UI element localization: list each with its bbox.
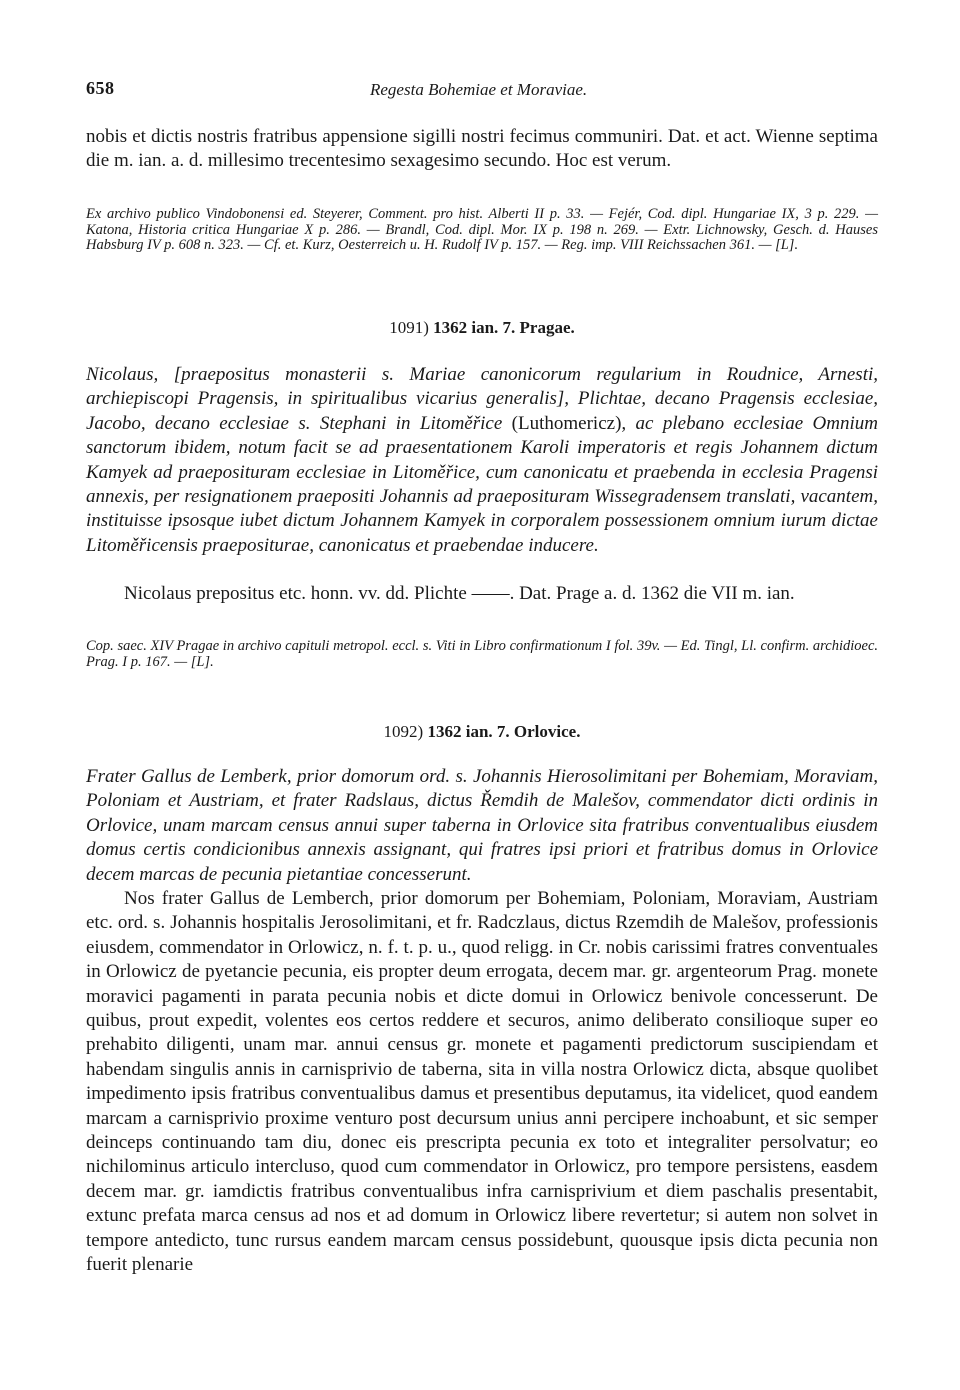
entry-date-place: 1362 ian. 7. Orlovice. (427, 722, 581, 741)
entry-1091-heading (86, 318, 878, 338)
regest-part: Nicolaus, [praepositus monasterii s. Mariae canonicorum regularium in Roudnice, Arnesti, archiepiscopi Pragensis, in spiritualibus vicarius generalis], Plichtae, decano Pragensis ecclesiae, Jacobo, decano ecclesiae s. Stephani in Litoměřice (86, 364, 878, 434)
entry-1092-heading (86, 722, 878, 742)
entry-1091-source-note: Cop. saec. XIV Pragae in archivo capituli metropol. eccl. s. Viti in Libro confirmationum I fol. 39v. — Ed. Tingl, Ll. confirm. archidioec. Prag. I p. 167. — [L]. (86, 638, 878, 670)
entry-1091-text-block (86, 582, 878, 606)
entry-1091-text: Nicolaus prepositus etc. honn. vv. dd. Plichte ——. Dat. Prage a. d. 1362 die VII m. ian. (124, 583, 795, 604)
running-head (86, 78, 878, 102)
entry-date-place: 1362 ian. 7. Pragae. (433, 318, 575, 337)
continuation-text: nobis et dictis nostris fratribus appensione sigilli nostri fecimus communiri. Dat. et act. Wienne septima die m. ian. a. d. millesimo trecentesimo sexagesimo secundo. Hoc est verum. (86, 126, 878, 172)
continuation-source-note: Ex archivo publico Vindobonensi ed. Steyerer, Comment. pro hist. Alberti II p. 33. — Fejér, Cod. dipl. Hungariae IX, 3 p. 229. — Katona, Historia critica Hungariae X p. 286. — Brandl, Cod. dipl. Mor. IX p. 198 n. 269. — Extr. Lichnowsky, Gesch. d. Hauses Habsburg IV p. 608 n. 323. — Cf. et. Kurz, Oesterreich u. H. Rudolf IV p. 157. — Reg. imp. VIII Reichssachen 361. — [L]. (86, 206, 878, 253)
entry-number: 1091) (389, 318, 429, 337)
entry-1092-regest: Frater Gallus de Lemberk, prior domorum ord. s. Johannis Hierosolimitani per Bohemiam, Moraviam, Poloniam et Austriam, et frater Radslaus, dictus Řemdih de Malešov, commendator dicti ordinis in Orlovice, unam marcam census annui super taberna in Orlovice sita fratribus conventualibus eiusdem domus certis condicionibus annexis assignant, qui fratres ipsi priori et fratribus domus in Orlovice decem marcas de pecunia pietantiae concesserunt. (86, 766, 878, 885)
entry-1091-regest-block (86, 363, 878, 558)
entry-1091-source-note-block (86, 639, 878, 670)
continuation-source-note-block (86, 207, 878, 254)
continuation-text-block (86, 125, 878, 174)
regest-upright-part: (Luthomericz) (511, 412, 622, 434)
regest-part: , ac plebano ecclesiae Omnium sanctorum ibidem, notum facit se ad praesentationem Karoli imperatoris et regis Johannem dictum Kamyek ad praeposituram ecclesiae in Litoměřice, cum canonicatu et praebenda in ecclesia Pragensi annexis, per resignationem praepositi Johannis ad praeposituram Wissegradensem translati, vacantem, instituisse ipsosque iubet dictum Johannem Kamyek in corporalem possessionem omnium iurum dictae Litoměřicensis praepositurae, canonicatus et praebendae inducere. (86, 412, 878, 556)
entry-1092-text-block (86, 887, 878, 1278)
page-number: 658 (86, 78, 115, 98)
running-title: Regesta Bohemiae et Moraviae. (370, 80, 588, 99)
entry-1092-regest-block (86, 765, 878, 887)
entry-number: 1092) (383, 722, 424, 741)
entry-1092-text: Nos frater Gallus de Lemberch, prior domorum per Bohemiam, Poloniam, Moraviam, Austriam etc. ord. s. Johannis hospitalis Jerosolimitani, et fr. Radczlaus, dictus Rzemdih de Malešov, professionis eiusdem, commendator in Orlowicz, n. f. t. p. u., quod religg. in Cr. nobis carissimi fratres conventuales in Orlowicz de pyetancie pecunia, eis propter deum errogata, decem mar. gr. argenteorum Prag. monete moravici pagamenti in parata pecunia nobis et dicte domui in Orlowicz benivole concesserunt. De quibus, prout expedit, volentes eos certos reddere et securos, animo deliberato consilioque super eo prehabito diligenti, unam mar. annui census gr. monete et pagamenti predictorum suscipiendam et habendam singulis annis in carnisprivio de taberna, sita in villa nostra Orlowicz dicta, absque quolibet impedimento ipsis fratribus conventualibus damus et presentibus deputamus, ita videlicet, quod eandem marcam a carnisprivio proxime venturo post decursum unius anni percipere inchoabunt, et sic semper deinceps continuando tam diu, donec eis prescripta pecunia ex toto et integraliter persolvatur; eo nichilominus articulo intercluso, quod cum commendator in Orlowicz, pro tempore persistens, easdem decem mar. gr. iamdictis fratribus conventualibus infra carnisprivium et diem paschalis presentabit, extunc prefata marca census ad nos et ad domum in Orlowicz libere revertetur; si autem non solvet in tempore antedicto, tunc rursus eandem marcam census possidebunt, quousque ipsis dicta pecunia non fuerit plenarie (86, 888, 878, 1276)
entry-1091-regest (86, 363, 878, 558)
